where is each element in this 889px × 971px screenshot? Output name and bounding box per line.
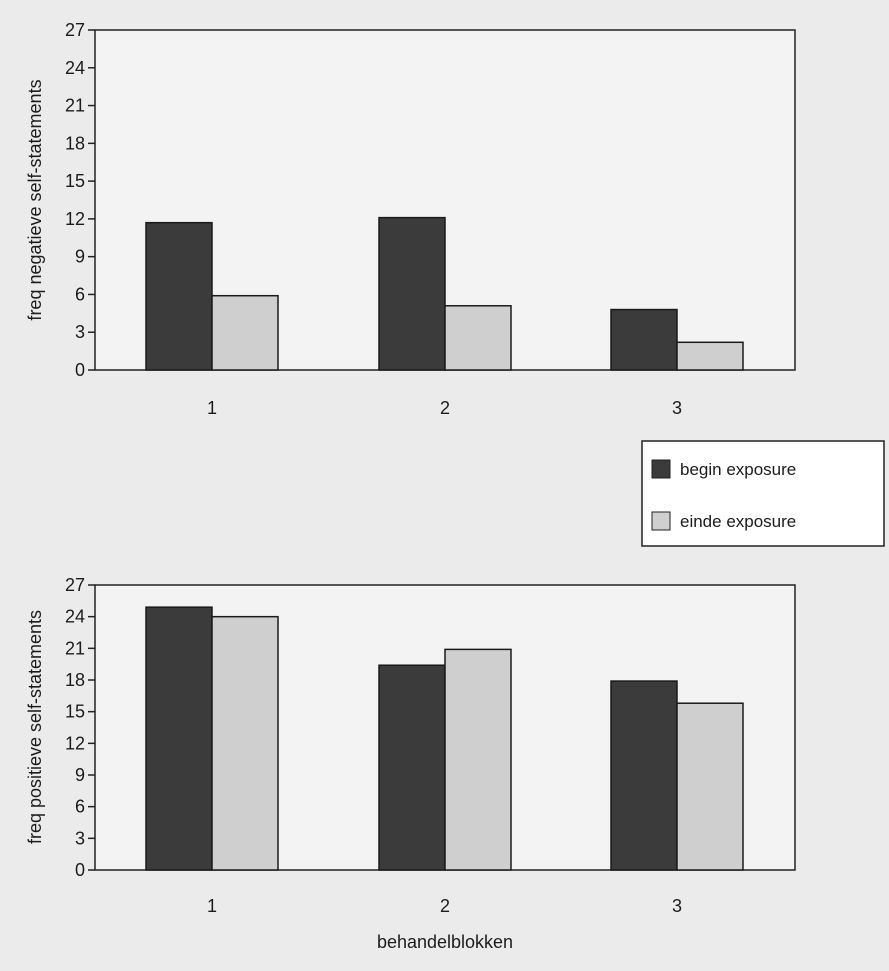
bar-positive-begin-1 (146, 607, 212, 870)
y-tick-label-negative: 18 (64, 133, 85, 154)
y-tick-label-negative: 12 (64, 208, 85, 229)
bar-negative-begin-1 (146, 223, 212, 370)
x-tick-label-positive: 2 (439, 896, 451, 916)
y-axis-title-negative: freq negatieve self-statements (25, 79, 45, 321)
y-tick-label-negative: 15 (64, 171, 85, 192)
y-tick-label-negative: 0 (74, 360, 85, 380)
chart-negative (25, 20, 795, 418)
bar-positive-einde-1 (212, 617, 278, 870)
x-tick-label-negative: 2 (439, 398, 451, 418)
y-tick-label-positive: 0 (74, 860, 85, 880)
y-tick-label-negative: 21 (64, 95, 85, 116)
y-tick-label-negative: 3 (74, 322, 85, 343)
y-tick-label-positive: 27 (64, 575, 85, 595)
y-axis-title-positive: freq positieve self-statements (25, 609, 45, 845)
y-tick-label-negative: 27 (64, 20, 85, 40)
y-tick-label-negative: 9 (74, 246, 85, 267)
bar-positive-begin-2 (379, 665, 445, 870)
y-tick-label-positive: 12 (64, 733, 85, 754)
y-tick-label-negative: 24 (64, 57, 85, 78)
y-tick-label-negative: 6 (74, 284, 85, 305)
bar-positive-einde-2 (445, 649, 511, 870)
bar-positive-begin-3 (611, 681, 677, 870)
bar-negative-einde-3 (677, 342, 743, 370)
y-tick-label-positive: 15 (64, 701, 85, 722)
y-tick-label-positive: 18 (64, 670, 85, 690)
x-tick-label-positive: 1 (206, 896, 218, 916)
x-tick-label-negative: 1 (206, 398, 218, 418)
y-tick-label-positive: 24 (64, 606, 85, 627)
y-tick-label-positive: 21 (64, 638, 85, 659)
legend-label-begin: begin exposure (680, 460, 797, 479)
legend-swatch-begin (652, 460, 670, 478)
bar-negative-einde-1 (212, 296, 278, 370)
legend (642, 441, 884, 546)
y-tick-label-positive: 6 (74, 796, 85, 817)
bar-positive-einde-3 (677, 703, 743, 870)
legend-label-einde: einde exposure (680, 512, 797, 531)
y-tick-label-positive: 9 (74, 765, 85, 785)
x-axis-title: behandelblokken (376, 932, 514, 952)
bar-negative-begin-3 (611, 310, 677, 370)
legend-swatch-einde (652, 512, 670, 530)
x-tick-label-positive: 3 (671, 896, 683, 916)
y-tick-label-positive: 3 (74, 828, 85, 849)
bar-negative-begin-2 (379, 218, 445, 370)
x-tick-label-negative: 3 (671, 398, 683, 418)
bar-negative-einde-2 (445, 306, 511, 370)
